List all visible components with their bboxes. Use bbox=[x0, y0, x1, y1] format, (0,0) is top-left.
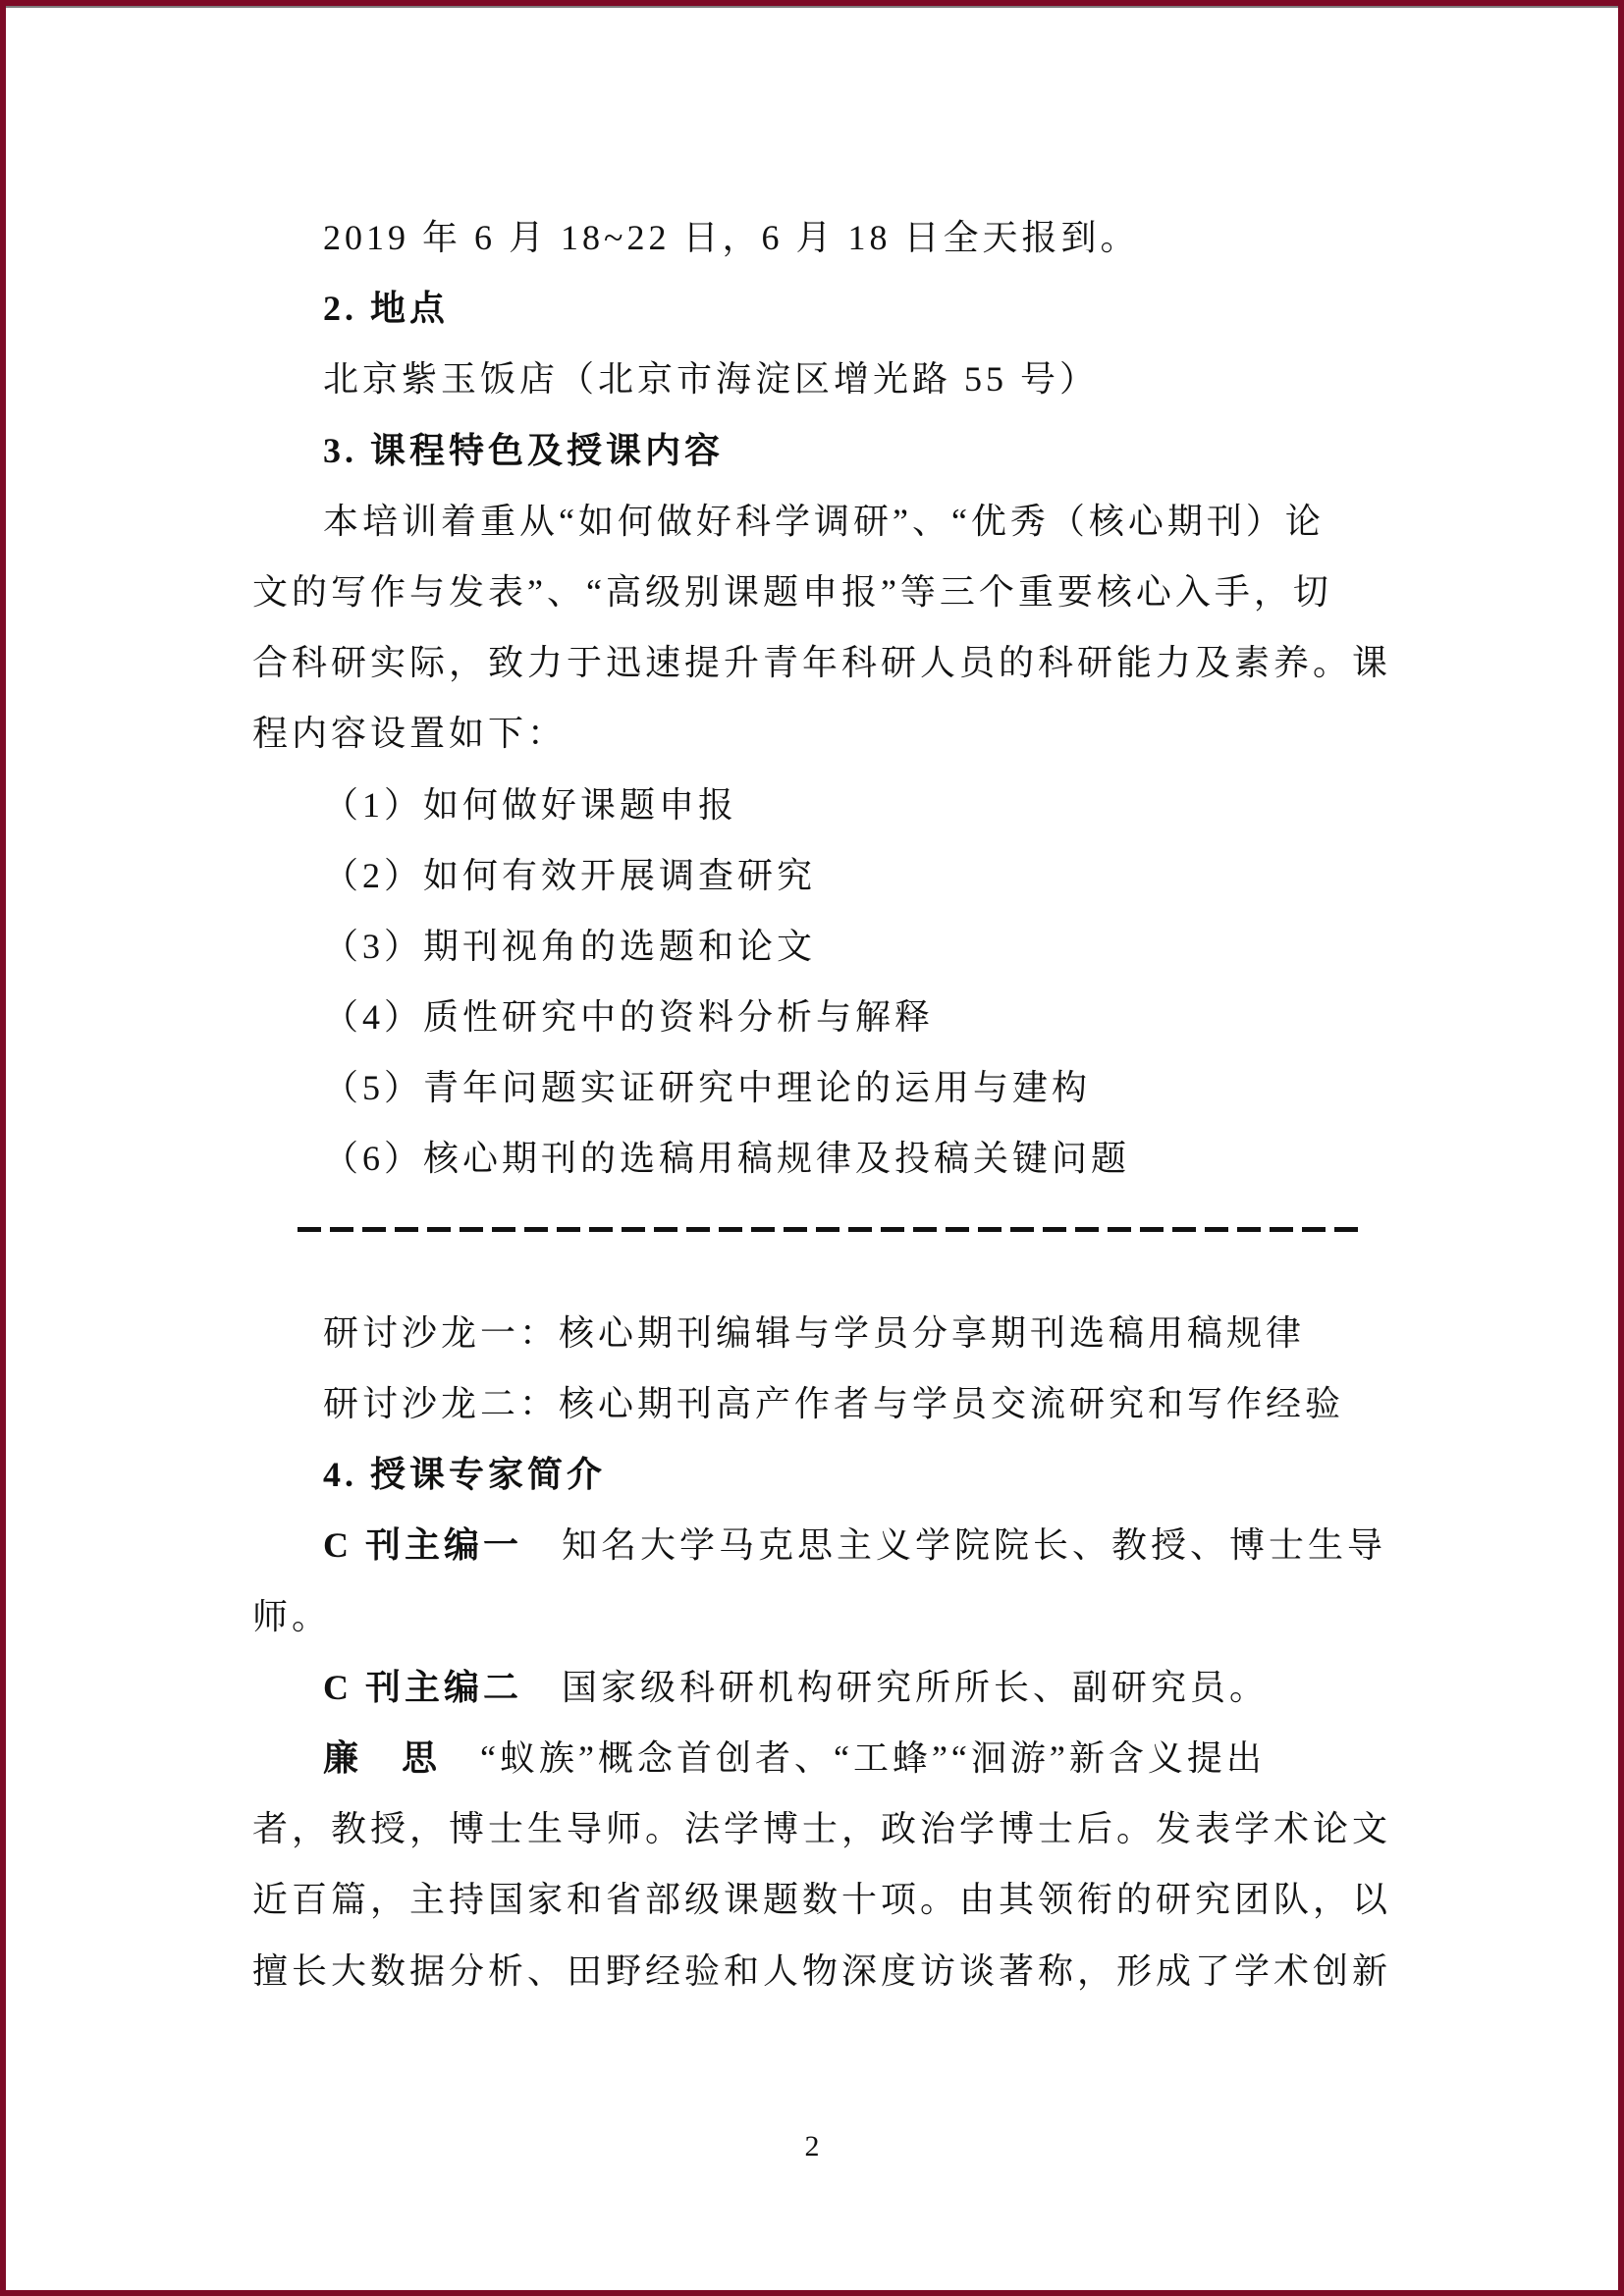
text-line: 合科研实际，致力于迅速提升青年科研人员的科研能力及素养。课 bbox=[252, 643, 1392, 683]
text-line: 擅长大数据分析、田野经验和人物深度访谈著称，形成了学术创新 bbox=[252, 1950, 1392, 1991]
text-line: 文的写作与发表”、“高级别课题申报”等三个重要核心入手，切 bbox=[252, 571, 1332, 612]
expert-desc: 国家级科研机构研究所所长、副研究员。 bbox=[522, 1667, 1270, 1707]
list-item-4: （4）质性研究中的资料分析与解释 bbox=[323, 997, 935, 1038]
heading-experts: 4. 授课专家简介 bbox=[323, 1455, 607, 1495]
text-line-date: 2019 年 6 月 18~22 日，6 月 18 日全天报到。 bbox=[323, 218, 1140, 257]
separator-line bbox=[252, 1227, 1440, 1298]
expert-desc: 知名大学马克思主义学院院长、教授、博士生导 bbox=[522, 1525, 1387, 1566]
list-item-2: （2）如何有效开展调查研究 bbox=[323, 855, 817, 895]
text-line-expert-2 bbox=[252, 1652, 1440, 1723]
list-item-6: （6）核心期刊的选稿用稿规律及投稿关键问题 bbox=[323, 1139, 1131, 1179]
expert-name: C 刊主编一 bbox=[323, 1525, 522, 1566]
text-line: 师。 bbox=[252, 1596, 332, 1636]
text-line: 近百篇，主持国家和省部级课题数十项。由其领衔的研究团队，以 bbox=[252, 1880, 1392, 1920]
text-line-expert-1 bbox=[252, 1510, 1440, 1580]
list-item-1: （1）如何做好课题申报 bbox=[323, 784, 738, 825]
text-line-expert-3 bbox=[252, 1723, 1440, 1793]
page-number: 2 bbox=[804, 2130, 820, 2163]
dashed-separator bbox=[298, 1227, 1364, 1232]
heading-course: 3. 课程特色及授课内容 bbox=[323, 430, 725, 470]
top-gray-line bbox=[6, 6, 1618, 8]
heading-location: 2. 地点 bbox=[323, 289, 450, 329]
text-line-salon-1: 研讨沙龙一：核心期刊编辑与学员分享期刊选稿用稿规律 bbox=[323, 1312, 1306, 1353]
expert-name: 廉 思 bbox=[323, 1737, 442, 1778]
text-line: 者，教授，博士生导师。法学博士，政治学博士后。发表学术论文 bbox=[252, 1809, 1392, 1849]
text-line: 本培训着重从“如何做好科学调研”、“优秀（核心期刊）论 bbox=[323, 501, 1325, 541]
list-item-5: （5）青年问题实证研究中理论的运用与建构 bbox=[323, 1068, 1092, 1108]
expert-desc: “蚁族”概念首创者、“工蜂”“洄游”新含义提出 bbox=[441, 1737, 1266, 1778]
expert-name: C 刊主编二 bbox=[323, 1667, 522, 1707]
text-line-salon-2: 研讨沙龙二：核心期刊高产作者与学员交流研究和写作经验 bbox=[323, 1384, 1345, 1423]
text-line-venue: 北京紫玉饭店（北京市海淀区增光路 55 号） bbox=[323, 359, 1100, 400]
document-content bbox=[252, 202, 1440, 2006]
text-line: 程内容设置如下： bbox=[252, 714, 568, 754]
list-item-3: （3）期刊视角的选题和论文 bbox=[323, 926, 817, 966]
